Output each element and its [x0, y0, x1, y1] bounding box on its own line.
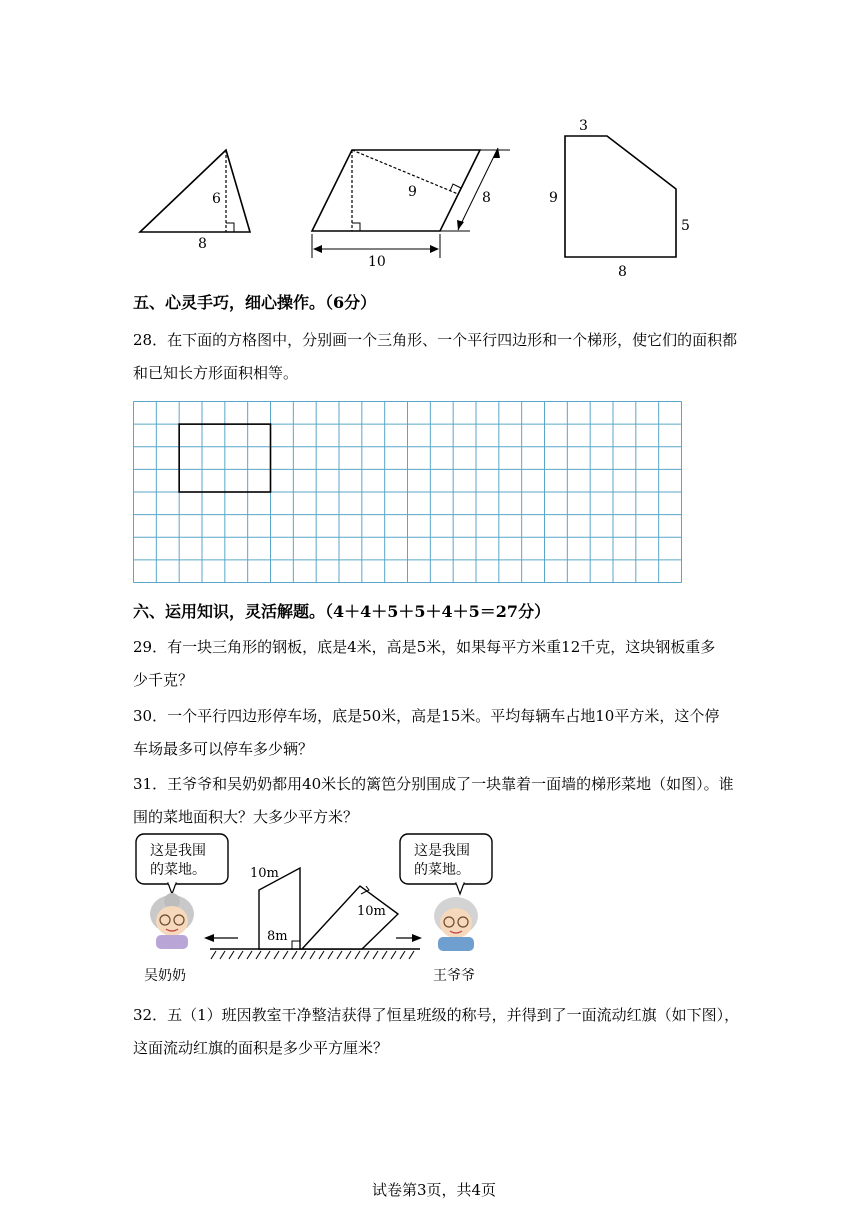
section-6-title: 六、运用知识，灵活解题。（4＋4＋5＋5＋4＋5＝27分）	[133, 602, 551, 621]
hatch-line	[400, 951, 405, 959]
parallelogram-base-label: 10	[368, 254, 386, 270]
label-10m-right: 10m	[357, 904, 386, 919]
q28-line1: 28．在下面的方格图中，分别画一个三角形、一个平行四边形和一个梯形，使它们的面积都	[133, 331, 738, 349]
hatch-line	[391, 951, 396, 959]
grandpa-name: 王爷爷	[433, 968, 475, 984]
hatch-line	[337, 951, 342, 959]
pentagon-left-label: 9	[549, 190, 558, 206]
q30-line1: 30．一个平行四边形停车场，底是50米，高是15米。平均每辆车占地10平方米，这个停	[133, 707, 720, 725]
parallelogram-perp-label: 9	[408, 184, 417, 200]
label-8m: 8m	[267, 929, 288, 944]
hatch-line	[283, 951, 288, 959]
figure-pentagon	[540, 112, 710, 282]
q32-line2: 这面流动红旗的面积是多少平方厘米？	[133, 1039, 389, 1057]
pentagon-right-label: 5	[681, 218, 690, 234]
hatch-line	[346, 951, 351, 959]
bubble-right-line1: 这是我围	[414, 843, 470, 859]
hatch-line	[220, 951, 225, 959]
q32-line1: 32．五（1）班因教室干净整洁获得了恒星班级的称号，并得到了一面流动红旗（如下图），	[133, 1006, 740, 1024]
section-5-title: 五、心灵手巧，细心操作。（6分）	[133, 293, 377, 312]
grandma-avatar	[150, 893, 194, 949]
hatch-line	[328, 951, 333, 959]
hatch-line	[247, 951, 252, 959]
q30-line2: 车场最多可以停车多少辆？	[133, 740, 314, 758]
parallelogram-side-label: 8	[482, 190, 491, 206]
q31-line2: 围的菜地面积大？大多少平方米？	[133, 808, 359, 826]
hatch-line	[373, 951, 378, 959]
q29-line2: 少千克？	[133, 671, 194, 689]
hatch-line	[364, 951, 369, 959]
hatch-line	[382, 951, 387, 959]
triangle-height-label: 6	[212, 191, 221, 207]
hatch-line	[229, 951, 234, 959]
hatch-line	[292, 951, 297, 959]
triangle-base-label: 8	[198, 236, 207, 252]
figure-triangle	[130, 140, 260, 255]
hatch-line	[310, 951, 315, 959]
hatch-line	[301, 951, 306, 959]
speech-bubble-left	[136, 834, 228, 894]
q29-line1: 29．有一块三角形的钢板，底是4米，高是5米，如果每平方米重12千克，这块钢板重多	[133, 638, 716, 656]
hatch-line	[265, 951, 270, 959]
hatch-line	[319, 951, 324, 959]
pentagon-top-label: 3	[579, 118, 588, 134]
bubble-left-line1: 这是我围	[150, 843, 206, 859]
q31-illustration	[128, 828, 508, 993]
pentagon-bottom-label: 8	[618, 264, 627, 280]
ground-hatching	[211, 951, 414, 959]
page-footer: 试卷第3页，共4页	[371, 1181, 497, 1199]
hatch-line	[256, 951, 261, 959]
drawing-grid[interactable]	[133, 401, 682, 583]
q28-line2: 和已知长方形面积相等。	[133, 364, 299, 382]
hatch-line	[211, 951, 216, 959]
grandma-name: 吴奶奶	[144, 968, 186, 984]
bubble-right-line2: 的菜地。	[414, 862, 470, 878]
hatch-line	[409, 951, 414, 959]
hatch-line	[274, 951, 279, 959]
label-10m-left: 10m	[250, 866, 279, 881]
speech-bubble-right	[400, 834, 492, 894]
hatch-line	[355, 951, 360, 959]
hatch-line	[238, 951, 243, 959]
figure-parallelogram	[300, 138, 520, 273]
grandpa-avatar	[434, 897, 478, 951]
q31-line1: 31．王爷爷和吴奶奶都用40米长的篱笆分别围成了一块靠着一面墙的梯形菜地（如图）。谁	[133, 775, 734, 793]
bubble-left-line2: 的菜地。	[150, 862, 206, 878]
